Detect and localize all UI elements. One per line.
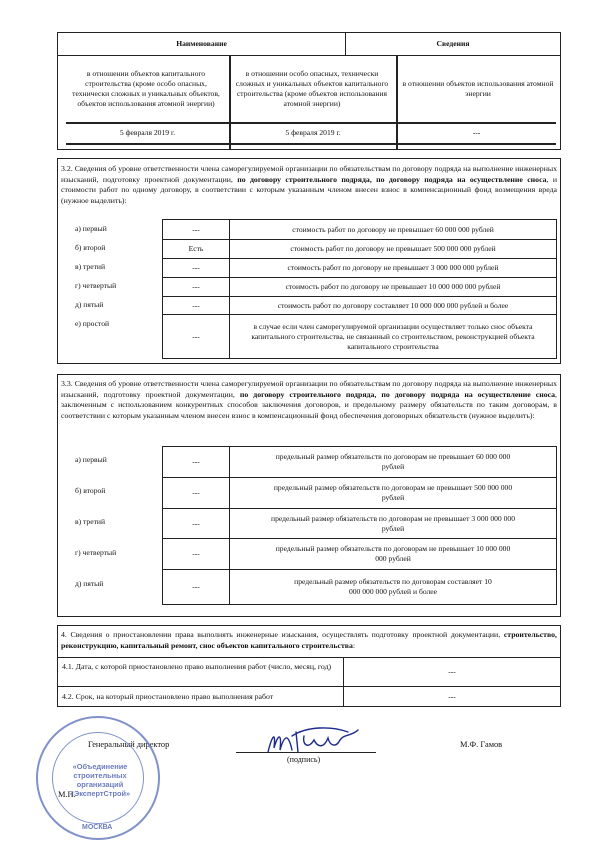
level-label: г) четвертый [75,548,117,557]
section-3-3-tail: , заключенным с использованием конкурентных способов заключения договоров, и предельному размеру обязательств по таким договорам, в соответствии с которым указанным членом внесен взнос в компенсационный фонд обеспечения договорных обязательств (нужное выделить): [61,389,557,420]
section-3-3-bold: по договору строительного подряда, по договору подряда на осуществление сноса [239,389,556,399]
section-3-2-bold: по договору строительного подряда, по договору подряда на осуществление сноса [237,174,547,184]
section-4-bold: строительство, реконструкцию, капитальный ремонт, снос объектов капитального строительства [61,630,558,650]
stamp-line: организаций [76,780,124,789]
header-date-atomic: --- [472,128,481,137]
section-3-3-intro: 3.3. Сведения об уровне ответственности члена саморегулируемой организации по обязательствам по договору подряда на выполнение инженерных изысканий, подготовку проектной документации, [61,379,557,399]
level-text-cell: стоимость работ по договору не превышает 3 000 000 000 рублей [229,258,557,278]
suspension-term-value: --- [343,686,561,707]
level-text-cell: стоимость работ по договору не превышает 60 000 000 рублей [229,219,557,240]
level-text-cell: предельный размер обязательств по договорам не превышает 60 000 000 рублей [229,446,557,478]
level-label: а) первый [75,224,107,233]
suspension-date-value: --- [343,657,561,687]
level-label: г) четвертый [75,281,117,290]
level-label: д) пятый [75,579,104,588]
level-text-cell: предельный размер обязательств по договорам составляет 10 000 000 000 рублей и более [229,569,557,605]
stamp-city: МОСКВА [82,824,113,831]
stamp-place-mark: М.П. [58,790,76,799]
level-mark-cell: --- [162,477,230,509]
level-label: б) второй [75,486,106,495]
level-text-cell: стоимость работ по договору составляет 10 000 000 000 рублей и более [229,296,557,315]
level-text-cell: предельный размер обязательств по договорам не превышает 10 000 000 000 рублей [229,538,557,570]
handwritten-signature [262,722,362,758]
level-label: в) третий [75,517,106,526]
header-cell-hazardous: в отношении особо опасных, технически сложных и уникальных объектов капитального строительства (кроме объектов использования атомной энергии) [235,69,389,108]
level-mark-cell: --- [162,508,230,539]
level-text-cell: предельный размер обязательств по договорам не превышает 3 000 000 000 рублей [229,508,557,539]
director-position: Генеральный директор [88,740,170,749]
level-text-cell: в случае если член саморегулируемой организации осуществляет только снос объекта капитального строительства, не связанный со строительством, реконструкцией объекта капитального строительства [229,314,557,359]
suspension-term-label: 4.2. Срок, на который приостановлено право выполнения работ [57,686,344,707]
level-mark-cell: --- [162,277,230,297]
stamp-center-text [56,750,144,810]
level-text-cell: предельный размер обязательств по договорам не превышает 500 000 000 рублей [229,477,557,509]
section-3-2-intro: 3.2. Сведения об уровне ответственности члена саморегулируемой организации по обязательствам по договору подряда на выполнение инженерных изысканий, подготовку проектной документации, [61,164,557,184]
level-label: в) третий [75,262,106,271]
stamp-line: строительных [73,771,127,780]
stamp-line: «Объединение [72,762,128,771]
section-4-tail: : [352,640,356,650]
header-cell-atomic: в отношении объектов использования атомной энергии [402,79,554,98]
level-mark-cell: --- [162,258,230,278]
level-mark-cell: --- [162,219,230,240]
section-4-intro: 4. Сведения о приостановлении права выполнять инженерные изыскания, осуществлять подготовку проектной документации, [61,630,501,639]
level-mark-cell: --- [162,538,230,570]
header-date-regular: 5 февраля 2019 г. [119,128,176,137]
signature-caption: (подпись) [287,755,321,764]
level-mark-cell: --- [162,446,230,478]
level-label: д) пятый [75,300,104,309]
section-4-text [61,630,557,651]
header-col-info: Сведения [345,32,561,56]
header-date-hazardous: 5 февраля 2019 г. [285,128,341,137]
level-mark-cell: --- [162,314,230,359]
level-label: е) простой [75,319,110,328]
section-3-2-tail: , и стоимости работ по одному договору, в соответствии с которым указанным членом внесен взнос в компенсационный фонд возмещения вреда (нужное выделить): [61,174,558,205]
level-label: б) второй [75,243,106,252]
suspension-date-label: 4.1. Дата, с которой приостановлено право выполнения работ (число, месяц, год) [57,657,344,687]
stamp-line: «ЭкспертСтрой» [69,789,131,798]
level-mark-cell: Есть [162,239,230,259]
header-cell-regular: в отношении объектов капитального строительства (кроме особо опасных, технически сложных и уникальных объектов, объектов использования атомной энергии) [72,69,220,108]
level-mark-cell: --- [162,296,230,315]
organization-stamp [36,716,160,840]
header-col-name: Наименование [57,32,346,56]
level-text-cell: стоимость работ по договору не превышает 500 000 000 рублей [229,239,557,259]
director-name: М.Ф. Гамов [460,740,503,749]
level-text-cell: стоимость работ по договору не превышает 10 000 000 000 рублей [229,277,557,297]
level-label: а) первый [75,455,107,464]
level-mark-cell: --- [162,569,230,605]
